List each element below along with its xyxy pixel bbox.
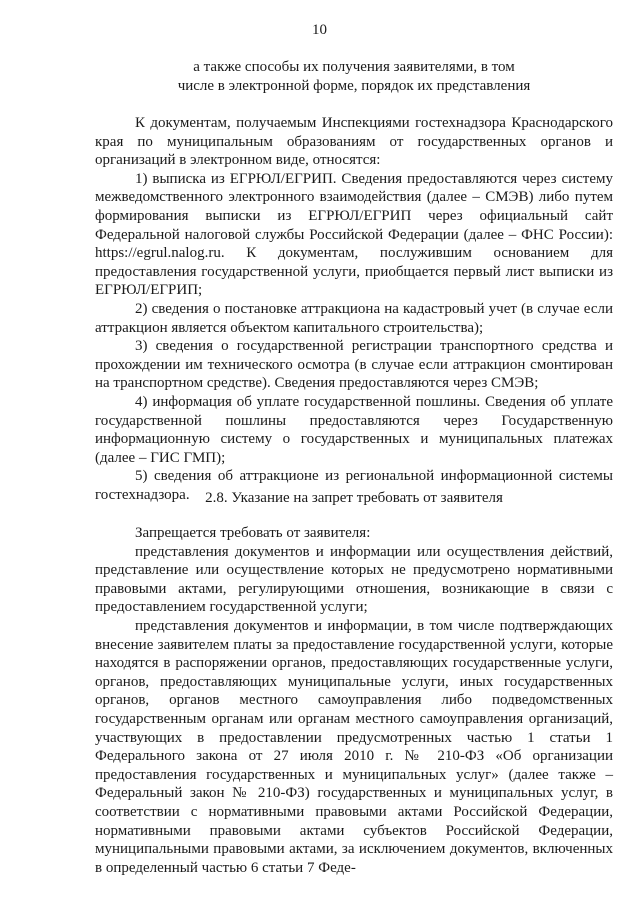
- prohibition-intro: Запрещается требовать от заявителя:: [135, 525, 371, 541]
- intro-paragraph: К документам, получаемым Инспекциями гостехнадзора Краснодарского края по муниципальным образованиям от государственных органов и организаций в электронном виде, относятся:: [95, 115, 613, 169]
- section-heading-continuation: [95, 58, 613, 95]
- prohibition-item-2: представления документов и информации, в том числе подтверждающих внесение заявителем платы за предоставление государственной услуги, которые находятся в распоряжении органов, предоставляющих государственные услуги, органов, предоставляющих муниципальные услуги, иных государственных органов, органов местного самоуправления либо подведомственных государственным органам или органам местного самоуправления организаций, участвующих в предоставлении предусмотренных частью 1 статьи 1 Федерального закона от 27 июля 2010 г. № 210-ФЗ «Об организации предоставления государственных и муниципальных услуг» (далее также – Федеральный закон № 210-ФЗ) государственных и муниципальных услуг, в соответствии с нормативными правовыми актами Российской Федерации, нормативными правовыми актами субъектов Российской Федерации, муниципальными правовыми актами, за исключением документов, включенных в определенный частью 6 статьи 7 Феде-: [95, 617, 613, 876]
- list-item-5: 5) сведения об аттракционе из региональной информационной системы гостехнадзора.: [95, 468, 613, 503]
- heading-line-1: а также способы их получения заявителями, в том: [193, 59, 515, 75]
- heading-line-2: числе в электронной форме, порядок их представления: [177, 77, 531, 94]
- list-item-1: 1) выписка из ЕГРЮЛ/ЕГРИП. Сведения предоставляются через систему межведомственного электронного взаимодействия (далее – СМЭВ) либо путем формирования выписки из ЕГРЮЛ/ЕГРИП через официальный сайт Федеральной налоговой службы Российской Федерации (далее – ФНС России): https://egrul.nalog.ru. К документам, послужившим основанием для предоставления государственной услуги, приобщается первый лист выписки из ЕГРЮЛ/ЕГРИП;: [95, 170, 613, 299]
- section-title: 2.8. Указание на запрет требовать от заявителя: [205, 490, 503, 506]
- documents-list: [95, 114, 613, 504]
- list-item-4: 4) информация об уплате государственной пошлины. Сведения об уплате государственной пошлины предоставляются через Государственную информационную систему о государственных и муниципальных платежах (далее – ГИС ГМП);: [95, 393, 613, 466]
- prohibition-item-1: представления документов и информации или осуществления действий, представление или осуществление которых не предусмотрено нормативными правовыми актами, регулирующими отношения, возникающие в связи с предоставлением государственной услуги;: [95, 543, 613, 616]
- list-item-3: 3) сведения о государственной регистрации транспортного средства и прохождении им технического осмотра (в случае если аттракцион смонтирован на транспортном средстве). Сведения предоставляются через СМЭВ;: [95, 338, 613, 392]
- list-item-2: 2) сведения о постановке аттракциона на кадастровый учет (в случае если аттракцион является объектом капитального строительства);: [95, 300, 613, 336]
- prohibition-list: [95, 524, 613, 877]
- page-number: 10: [312, 22, 327, 38]
